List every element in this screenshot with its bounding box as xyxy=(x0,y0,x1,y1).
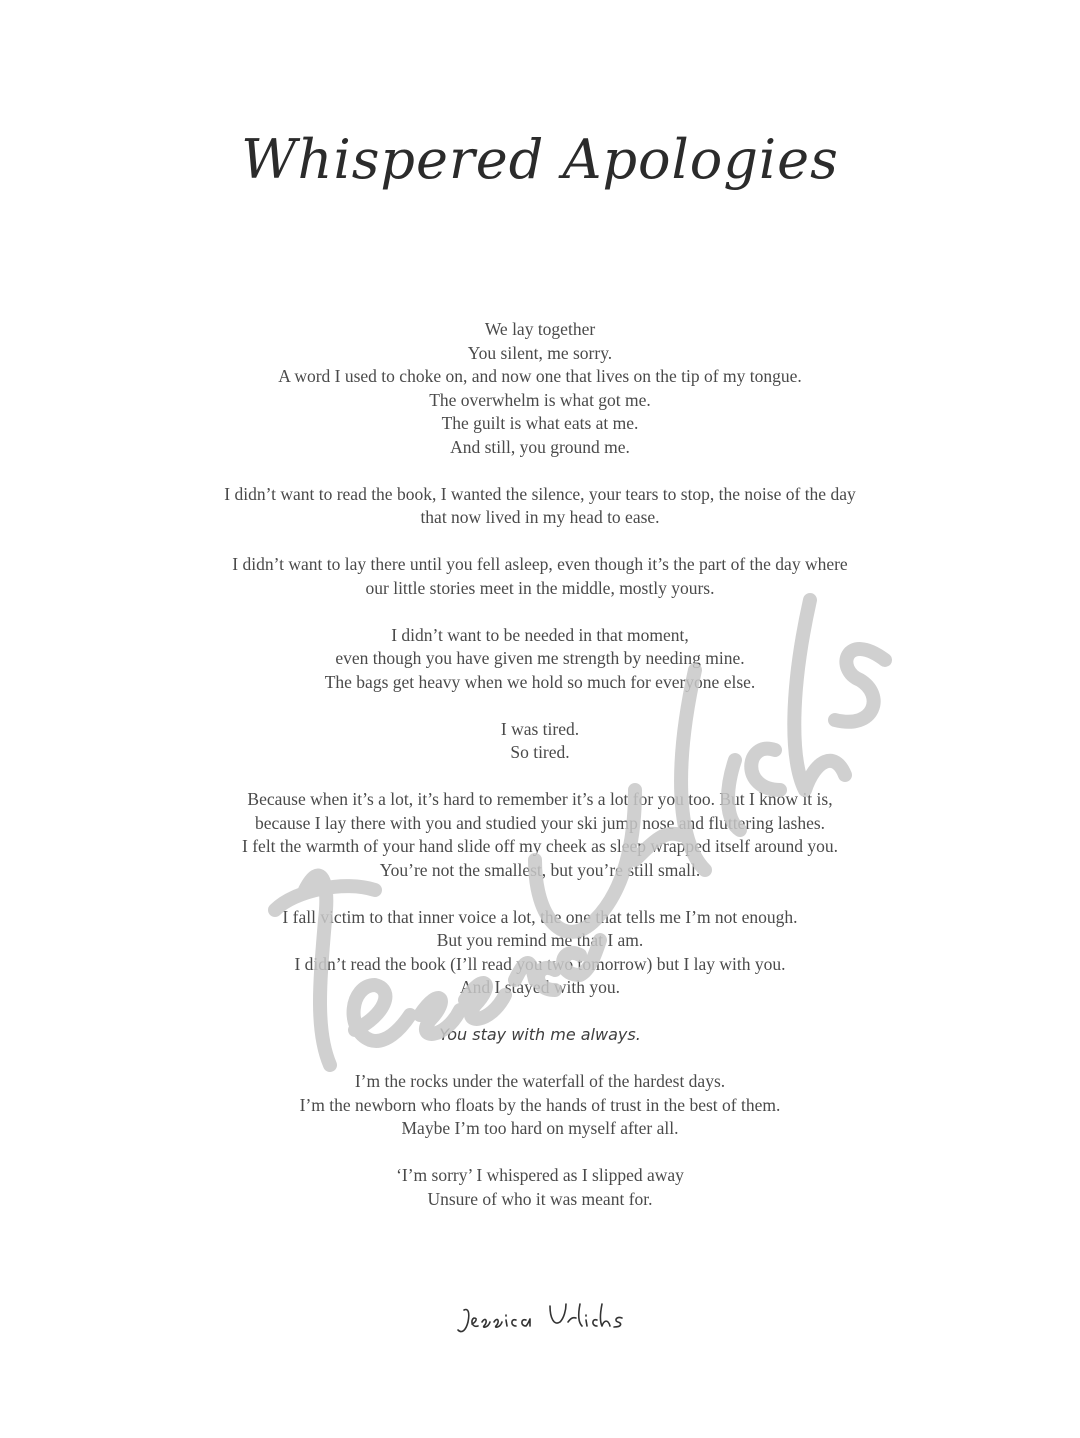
signature-graphic xyxy=(450,1296,630,1346)
poem-stanza xyxy=(140,1023,940,1047)
poem-stanza xyxy=(140,1164,940,1211)
poem-line: You silent, me sorry. xyxy=(467,342,613,363)
poem-stanza xyxy=(140,788,940,882)
poem-line: A word I used to choke on, and now one that lives on the tip of my tongue. xyxy=(278,366,802,386)
poem-line: We lay together xyxy=(484,319,596,339)
poem-line: You’re not the smallest, but you’re still small. xyxy=(379,859,701,880)
poem-line: even though you have given me strength by needing mine. xyxy=(335,648,745,668)
poem-line: And I stayed with you. xyxy=(460,977,620,997)
poem-line: I’m the rocks under the waterfall of the hardest days. xyxy=(354,1071,726,1091)
poem-line: I’m the newborn who floats by the hands of trust in the best of them. xyxy=(299,1094,781,1115)
poem-line: I didn’t want to be needed in that moment, xyxy=(391,624,689,645)
poem-line: ‘I’m sorry’ I whispered as I slipped away xyxy=(396,1165,684,1185)
poem-stanza xyxy=(140,906,940,1000)
poem-line: And still, you ground me. xyxy=(450,436,630,457)
poem-line: I didn’t want to lay there until you fell asleep, even though it’s the part of the day where xyxy=(232,554,848,574)
poem-stanza xyxy=(140,1070,940,1141)
poem-stanza xyxy=(140,718,940,765)
poem-stanza xyxy=(140,483,940,530)
poem-line: I felt the warmth of your hand slide off my cheek as sleep wrapped itself around you. xyxy=(242,836,838,856)
poem-line: I didn’t want to read the book, I wanted the silence, your tears to stop, the noise of the day xyxy=(224,483,856,504)
poem-line: The guilt is what eats at me. xyxy=(441,413,639,433)
poem-body xyxy=(140,318,940,1235)
poem-line: Unsure of who it was meant for. xyxy=(427,1188,653,1209)
poem-line: our little stories meet in the middle, mostly yours. xyxy=(365,577,715,598)
poem-line: Because when it’s a lot, it’s hard to remember it’s a lot for you too. But I know it is, xyxy=(247,789,833,809)
poem-stanza xyxy=(140,624,940,695)
poem-line: You stay with me always. xyxy=(439,1025,641,1044)
author-signature xyxy=(450,1296,630,1346)
poem-stanza xyxy=(140,318,940,459)
poem-line: I fall victim to that inner voice a lot, the one that tells me I’m not enough. xyxy=(282,906,798,927)
poem-line: The bags get heavy when we hold so much for everyone else. xyxy=(324,671,756,692)
poem-line: The overwhelm is what got me. xyxy=(429,389,651,410)
poem-line: that now lived in my head to ease. xyxy=(420,507,660,527)
poem-line: I was tired. xyxy=(500,718,580,739)
poem-line: because I lay there with you and studied your ski jump nose and fluttering lashes. xyxy=(254,812,826,833)
poem-stanza xyxy=(140,553,940,600)
poem-line: So tired. xyxy=(510,742,570,762)
poem-line: But you remind me that I am. xyxy=(436,930,644,950)
poem-title: Whispered Apologies xyxy=(241,128,839,191)
poem-line: Maybe I’m too hard on myself after all. xyxy=(401,1118,679,1138)
poem-line: I didn’t read the book (I’ll read you two tomorrow) but I lay with you. xyxy=(294,953,786,974)
